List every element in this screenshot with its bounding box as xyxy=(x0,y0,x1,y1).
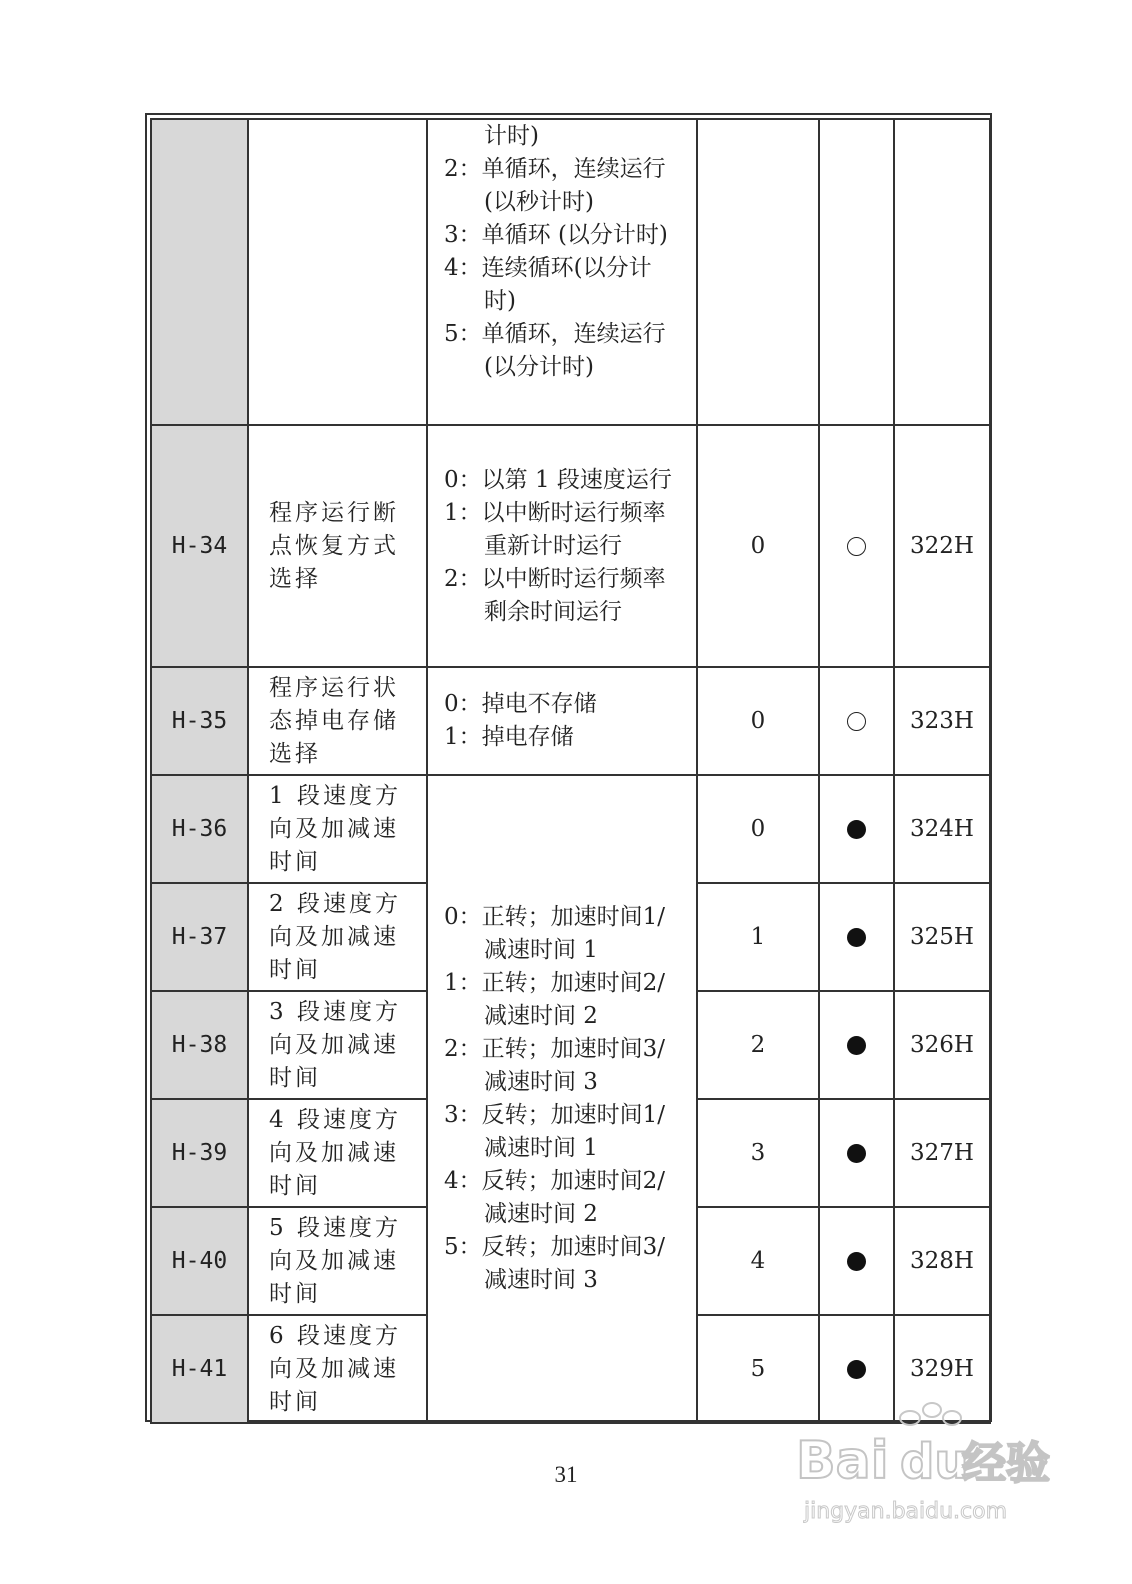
desc-line: 5：反转；加速时间3/减速时间 3 xyxy=(444,1234,666,1293)
open-circle-icon xyxy=(847,712,866,731)
default-value-cell: 0 xyxy=(697,425,819,667)
desc-line: 5：单循环，连续运行(以分计时) xyxy=(444,321,666,380)
modify-attr-cell xyxy=(819,991,894,1099)
table-row xyxy=(151,119,990,425)
default-value-cell: 0 xyxy=(697,775,819,883)
desc-line: 2：正转；加速时间3/减速时间 3 xyxy=(444,1036,666,1095)
table-row xyxy=(151,775,990,883)
param-name-cell xyxy=(248,119,427,425)
param-desc-cell xyxy=(427,425,697,667)
default-value-cell: 4 xyxy=(697,1207,819,1315)
address-cell: 326H xyxy=(894,991,990,1099)
param-name-cell: 2 段速度方向及加减速时间 xyxy=(248,883,427,991)
default-value-cell: 5 xyxy=(697,1315,819,1423)
modify-attr-cell xyxy=(819,1207,894,1315)
modify-attr-cell xyxy=(819,119,894,425)
page-number: 31 xyxy=(554,1462,578,1487)
param-name-cell: 4 段速度方向及加减速时间 xyxy=(248,1099,427,1207)
param-name-cell: 1 段速度方向及加减速时间 xyxy=(248,775,427,883)
param-code-cell: H-35 xyxy=(151,667,248,775)
param-desc-cell xyxy=(427,667,697,775)
filled-circle-icon xyxy=(847,1252,866,1271)
param-name-cell: 6 段速度方向及加减速时间 xyxy=(248,1315,427,1423)
desc-line: 1：以中断时运行频率重新计时运行 xyxy=(444,499,666,559)
param-code-cell: H-38 xyxy=(151,991,248,1099)
address-cell: 329H xyxy=(894,1315,990,1423)
param-code-cell: H-34 xyxy=(151,425,248,667)
default-value-cell: 1 xyxy=(697,883,819,991)
svg-text:jingyan.baidu.com: jingyan.baidu.com xyxy=(804,1499,1008,1524)
param-code-cell: H-41 xyxy=(151,1315,248,1423)
address-cell: 322H xyxy=(894,425,990,667)
parameter-table-frame xyxy=(145,113,992,1422)
param-code-cell xyxy=(151,119,248,425)
svg-text:经验: 经验 xyxy=(962,1438,1050,1489)
desc-line: 1：正转；加速时间2/减速时间 2 xyxy=(444,970,666,1029)
parameter-table xyxy=(150,118,991,1424)
address-cell: 328H xyxy=(894,1207,990,1315)
filled-circle-icon xyxy=(847,1360,866,1379)
address-cell: 325H xyxy=(894,883,990,991)
filled-circle-icon xyxy=(847,820,866,839)
param-code-cell: H-36 xyxy=(151,775,248,883)
default-value-cell: 2 xyxy=(697,991,819,1099)
address-cell: 324H xyxy=(894,775,990,883)
filled-circle-icon xyxy=(847,1036,866,1055)
modify-attr-cell xyxy=(819,883,894,991)
param-name-cell: 5 段速度方向及加减速时间 xyxy=(248,1207,427,1315)
desc-line: 计时) xyxy=(484,123,539,149)
param-name-cell: 程序运行状态掉电存储选择 xyxy=(248,667,427,775)
desc-line: 0：以第 1 段速度运行 xyxy=(444,466,672,493)
default-value-cell xyxy=(697,119,819,425)
open-circle-icon xyxy=(847,537,866,556)
desc-line: 3：单循环 (以分计时) xyxy=(444,222,668,248)
desc-line: 0：掉电不存储 xyxy=(444,691,597,717)
param-code-cell: H-40 xyxy=(151,1207,248,1315)
table-row xyxy=(151,667,990,775)
default-value-cell: 0 xyxy=(697,667,819,775)
desc-line: 2：单循环，连续运行(以秒计时) xyxy=(444,156,666,215)
shared-desc-cell xyxy=(427,775,697,1423)
address-cell: 327H xyxy=(894,1099,990,1207)
param-name-cell: 程序运行断点恢复方式选择 xyxy=(248,425,427,667)
desc-line: 4：反转；加速时间2/减速时间 2 xyxy=(444,1168,666,1227)
desc-line: 0：正转；加速时间1/减速时间 1 xyxy=(444,904,666,963)
param-name-cell: 3 段速度方向及加减速时间 xyxy=(248,991,427,1099)
default-value-cell: 3 xyxy=(697,1099,819,1207)
address-cell xyxy=(894,119,990,425)
modify-attr-cell xyxy=(819,667,894,775)
modify-attr-cell xyxy=(819,425,894,667)
modify-attr-cell xyxy=(819,775,894,883)
address-cell: 323H xyxy=(894,667,990,775)
param-code-cell: H-39 xyxy=(151,1099,248,1207)
table-row xyxy=(151,425,990,667)
param-desc-cell xyxy=(427,119,697,425)
modify-attr-cell xyxy=(819,1315,894,1423)
desc-line: 4：连续循环(以分计时) xyxy=(444,255,652,314)
param-code-cell: H-37 xyxy=(151,883,248,991)
desc-line: 3：反转；加速时间1/减速时间 1 xyxy=(444,1102,666,1161)
filled-circle-icon xyxy=(847,1144,866,1163)
desc-line: 1：掉电存储 xyxy=(444,724,574,750)
modify-attr-cell xyxy=(819,1099,894,1207)
svg-text:Bai: Bai xyxy=(796,1431,889,1491)
filled-circle-icon xyxy=(847,928,866,947)
desc-line: 2：以中断时运行频率剩余时间运行 xyxy=(444,565,666,625)
svg-text:du: du xyxy=(900,1434,969,1490)
